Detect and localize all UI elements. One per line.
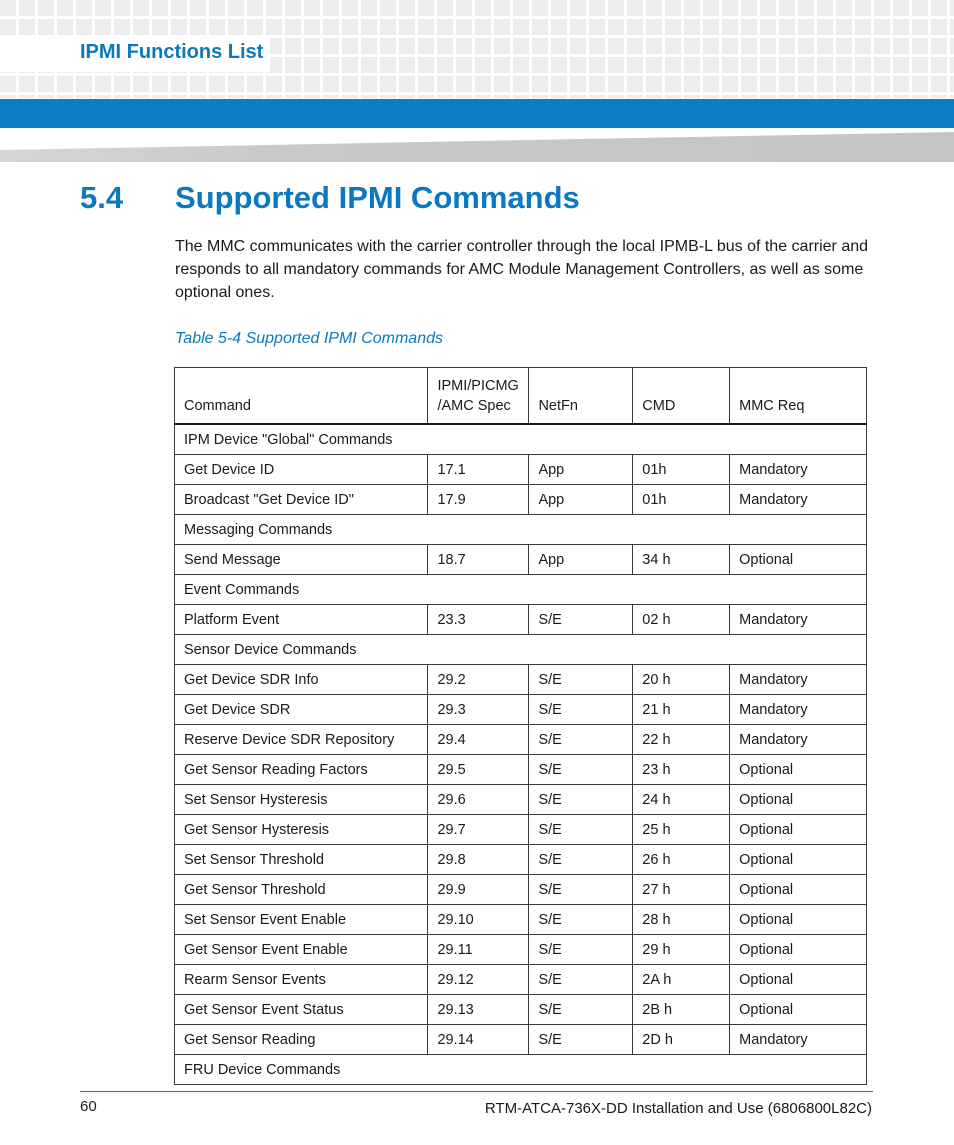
cell-spec: 29.7 <box>428 815 529 845</box>
table-group-row <box>175 515 867 545</box>
cell-cmd: 34 h <box>633 545 730 575</box>
cell-cmd: 27 h <box>633 875 730 905</box>
cell-command: Set Sensor Threshold <box>175 845 428 875</box>
cell-spec: 18.7 <box>428 545 529 575</box>
table-header-row <box>175 368 867 425</box>
cell-spec: 29.4 <box>428 725 529 755</box>
cell-netfn: App <box>529 545 633 575</box>
cell-cmd: 02 h <box>633 605 730 635</box>
cell-mmc-req: Mandatory <box>730 455 867 485</box>
cell-netfn: S/E <box>529 665 633 695</box>
running-header <box>0 36 270 72</box>
header-cmd: CMD <box>633 368 730 425</box>
header-command: Command <box>175 368 428 425</box>
cell-cmd: 2B h <box>633 995 730 1025</box>
table-row <box>175 965 867 995</box>
cell-cmd: 25 h <box>633 815 730 845</box>
cell-spec: 23.3 <box>428 605 529 635</box>
cell-spec: 29.3 <box>428 695 529 725</box>
cell-mmc-req: Mandatory <box>730 695 867 725</box>
cell-spec: 29.14 <box>428 1025 529 1055</box>
cell-command: Get Device SDR Info <box>175 665 428 695</box>
cell-mmc-req: Mandatory <box>730 485 867 515</box>
group-label: IPM Device "Global" Commands <box>175 424 867 455</box>
table-row <box>175 485 867 515</box>
cell-cmd: 01h <box>633 455 730 485</box>
cell-spec: 29.12 <box>428 965 529 995</box>
cell-command: Platform Event <box>175 605 428 635</box>
cell-spec: 29.11 <box>428 935 529 965</box>
cell-cmd: 28 h <box>633 905 730 935</box>
footer-rule <box>80 1091 873 1092</box>
header-netfn: NetFn <box>529 368 633 425</box>
cell-spec: 29.8 <box>428 845 529 875</box>
cell-spec: 17.1 <box>428 455 529 485</box>
cell-spec: 29.9 <box>428 875 529 905</box>
cell-spec: 29.6 <box>428 785 529 815</box>
section-number: 5.4 <box>80 180 124 215</box>
cell-netfn: S/E <box>529 995 633 1025</box>
cell-mmc-req: Optional <box>730 545 867 575</box>
cell-command: Rearm Sensor Events <box>175 965 428 995</box>
cell-command: Set Sensor Hysteresis <box>175 785 428 815</box>
cell-mmc-req: Mandatory <box>730 665 867 695</box>
cell-netfn: S/E <box>529 935 633 965</box>
table-row <box>175 455 867 485</box>
table-row <box>175 755 867 785</box>
table-row <box>175 845 867 875</box>
table-row <box>175 815 867 845</box>
cell-cmd: 23 h <box>633 755 730 785</box>
table-row <box>175 605 867 635</box>
cell-command: Get Sensor Reading <box>175 1025 428 1055</box>
cell-mmc-req: Mandatory <box>730 605 867 635</box>
cell-netfn: S/E <box>529 755 633 785</box>
table-row <box>175 665 867 695</box>
cell-mmc-req: Optional <box>730 815 867 845</box>
cell-netfn: S/E <box>529 1025 633 1055</box>
cell-command: Broadcast "Get Device ID" <box>175 485 428 515</box>
cell-mmc-req: Optional <box>730 905 867 935</box>
cell-command: Get Sensor Event Enable <box>175 935 428 965</box>
document-title: RTM-ATCA-736X-DD Installation and Use (6806800L82C) <box>484 1100 872 1117</box>
cell-netfn: S/E <box>529 965 633 995</box>
table-group-row <box>175 424 867 455</box>
cell-netfn: S/E <box>529 845 633 875</box>
cell-command: Get Sensor Hysteresis <box>175 815 428 845</box>
running-header-title: IPMI Functions List <box>80 41 264 63</box>
intro-paragraph: The MMC communicates with the carrier controller through the local IPMB-L bus of the carrier and responds to all mandatory commands for AMC Module Management Controllers, as well as some optional ones. <box>175 238 869 301</box>
cell-netfn: S/E <box>529 695 633 725</box>
cell-cmd: 24 h <box>633 785 730 815</box>
table-row <box>175 1025 867 1055</box>
table-row <box>175 995 867 1025</box>
cell-spec: 29.5 <box>428 755 529 785</box>
cell-netfn: S/E <box>529 875 633 905</box>
cell-cmd: 20 h <box>633 665 730 695</box>
page-number: 60 <box>80 1098 97 1115</box>
table-row <box>175 695 867 725</box>
group-label: Messaging Commands <box>175 515 867 545</box>
cell-mmc-req: Optional <box>730 965 867 995</box>
cell-spec: 29.10 <box>428 905 529 935</box>
table-row <box>175 935 867 965</box>
cell-netfn: App <box>529 485 633 515</box>
cell-command: Send Message <box>175 545 428 575</box>
cell-command: Get Sensor Event Status <box>175 995 428 1025</box>
group-label: FRU Device Commands <box>175 1055 867 1085</box>
cell-command: Get Device ID <box>175 455 428 485</box>
table-group-row <box>175 575 867 605</box>
cell-spec: 29.13 <box>428 995 529 1025</box>
cell-mmc-req: Optional <box>730 935 867 965</box>
cell-spec: 17.9 <box>428 485 529 515</box>
header-gray-band <box>0 132 954 162</box>
cell-cmd: 2A h <box>633 965 730 995</box>
cell-mmc-req: Optional <box>730 845 867 875</box>
cell-cmd: 2D h <box>633 1025 730 1055</box>
cell-mmc-req: Optional <box>730 875 867 905</box>
cell-command: Get Sensor Threshold <box>175 875 428 905</box>
cell-cmd: 01h <box>633 485 730 515</box>
cell-cmd: 22 h <box>633 725 730 755</box>
cell-mmc-req: Mandatory <box>730 1025 867 1055</box>
cell-mmc-req: Optional <box>730 785 867 815</box>
cell-netfn: App <box>529 455 633 485</box>
ipmi-commands-table <box>174 367 867 1085</box>
cell-command: Get Device SDR <box>175 695 428 725</box>
table-row <box>175 725 867 755</box>
cell-command: Reserve Device SDR Repository <box>175 725 428 755</box>
header-blue-band <box>0 99 954 128</box>
table-row <box>175 905 867 935</box>
cell-netfn: S/E <box>529 815 633 845</box>
cell-netfn: S/E <box>529 725 633 755</box>
table-caption: Table 5-4 Supported IPMI Commands <box>175 330 443 347</box>
cell-netfn: S/E <box>529 605 633 635</box>
cell-command: Set Sensor Event Enable <box>175 905 428 935</box>
cell-spec: 29.2 <box>428 665 529 695</box>
cell-cmd: 29 h <box>633 935 730 965</box>
table-body <box>175 424 867 1085</box>
table-group-row <box>175 635 867 665</box>
cell-cmd: 21 h <box>633 695 730 725</box>
cell-cmd: 26 h <box>633 845 730 875</box>
group-label: Sensor Device Commands <box>175 635 867 665</box>
cell-mmc-req: Optional <box>730 995 867 1025</box>
section-title: Supported IPMI Commands <box>175 180 580 215</box>
group-label: Event Commands <box>175 575 867 605</box>
cell-mmc-req: Optional <box>730 755 867 785</box>
header-spec-line2: /AMC Spec <box>437 398 511 414</box>
table-group-row <box>175 1055 867 1085</box>
table-row <box>175 785 867 815</box>
cell-netfn: S/E <box>529 905 633 935</box>
cell-netfn: S/E <box>529 785 633 815</box>
header-spec <box>428 368 529 425</box>
cell-mmc-req: Mandatory <box>730 725 867 755</box>
table-row <box>175 545 867 575</box>
header-spec-line1: IPMI/PICMG <box>437 378 519 394</box>
cell-command: Get Sensor Reading Factors <box>175 755 428 785</box>
header-mmc-req: MMC Req <box>730 368 867 425</box>
table-row <box>175 875 867 905</box>
